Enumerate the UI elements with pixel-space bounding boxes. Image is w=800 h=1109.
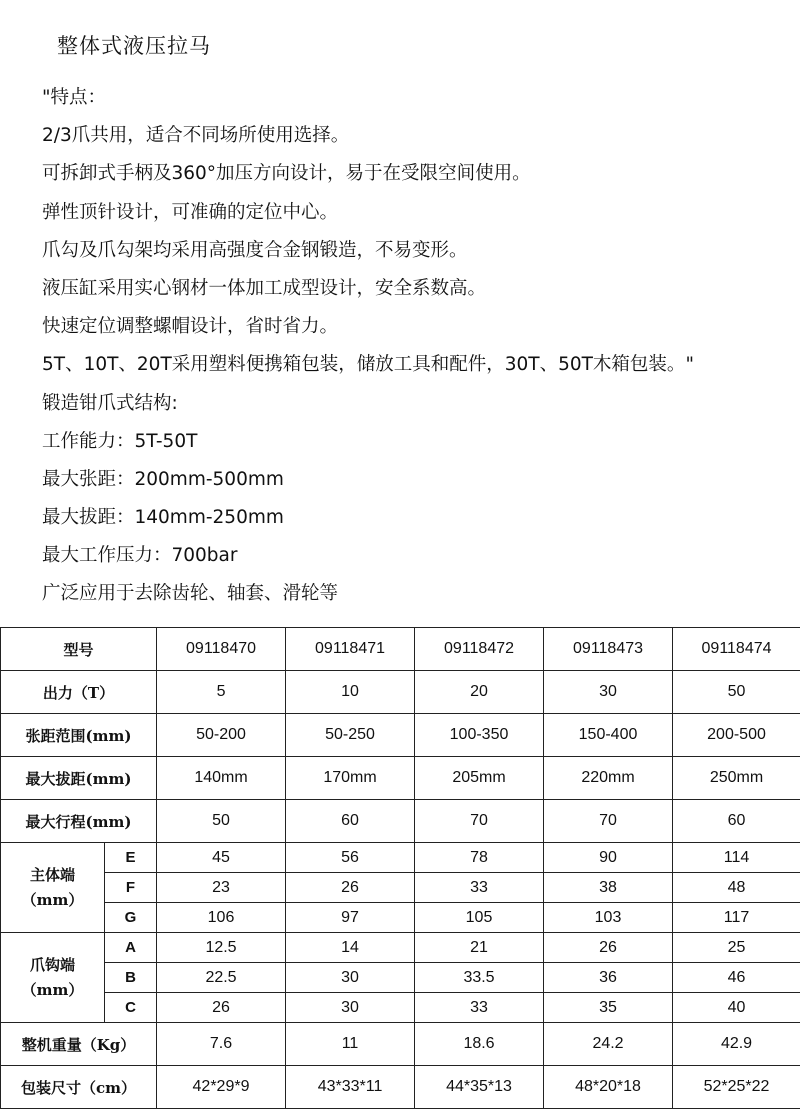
feature-line: "特点：: [42, 82, 792, 120]
table-cell: 30: [286, 993, 415, 1023]
table-cell: 117: [673, 903, 800, 933]
table-cell: 40: [673, 993, 800, 1023]
table-cell: 205mm: [415, 757, 544, 800]
feature-line: 最大拔距：140mm-250mm: [42, 502, 792, 540]
sub-label: C: [105, 993, 157, 1023]
table-cell: 33: [415, 993, 544, 1023]
table-cell: 60: [673, 800, 800, 843]
table-cell: 23: [157, 873, 286, 903]
table-cell: 12.5: [157, 933, 286, 963]
table-row: [1, 933, 800, 963]
table-cell: 105: [415, 903, 544, 933]
table-row: [1, 843, 800, 873]
table-row: [1, 1066, 800, 1109]
table-row: [1, 714, 800, 757]
group-label-body: [1, 843, 105, 933]
table-cell: 90: [544, 843, 673, 873]
table-cell: 45: [157, 843, 286, 873]
table-cell: 42*29*9: [157, 1066, 286, 1109]
feature-line: 2/3爪共用，适合不同场所使用选择。: [42, 120, 792, 158]
model-cell: 09118471: [286, 628, 415, 671]
table-cell: 50: [673, 671, 800, 714]
row-label: 包装尺寸（cm）: [1, 1066, 157, 1109]
group-label-line: 爪钩端: [1, 953, 104, 978]
table-cell: 140mm: [157, 757, 286, 800]
table-cell: 21: [415, 933, 544, 963]
feature-line: 锻造钳爪式结构:: [42, 388, 792, 426]
group-label-line: （mm）: [1, 978, 104, 1003]
table-cell: 170mm: [286, 757, 415, 800]
table-row: [1, 873, 800, 903]
table-cell: 103: [544, 903, 673, 933]
row-label: 最大拔距(mm): [1, 757, 157, 800]
sub-label: F: [105, 873, 157, 903]
feature-line: 工作能力：5T-50T: [42, 426, 792, 464]
table-cell: 22.5: [157, 963, 286, 993]
model-cell: 09118470: [157, 628, 286, 671]
feature-line: 弹性顶针设计，可准确的定位中心。: [42, 197, 792, 235]
table-cell: 30: [544, 671, 673, 714]
table-cell: 48: [673, 873, 800, 903]
spec-table: [0, 627, 800, 1109]
group-label-line: （mm）: [1, 888, 104, 913]
table-cell: 52*25*22: [673, 1066, 800, 1109]
table-row: [1, 757, 800, 800]
table-cell: 20: [415, 671, 544, 714]
table-row-models: [1, 628, 800, 671]
table-cell: 18.6: [415, 1023, 544, 1066]
row-label: 型号: [1, 628, 157, 671]
table-cell: 7.6: [157, 1023, 286, 1066]
table-cell: 70: [415, 800, 544, 843]
model-cell: 09118472: [415, 628, 544, 671]
table-cell: 25: [673, 933, 800, 963]
table-cell: 10: [286, 671, 415, 714]
table-cell: 24.2: [544, 1023, 673, 1066]
table-cell: 26: [544, 933, 673, 963]
table-cell: 35: [544, 993, 673, 1023]
table-cell: 150-400: [544, 714, 673, 757]
table-cell: 200-500: [673, 714, 800, 757]
table-cell: 11: [286, 1023, 415, 1066]
model-cell: 09118473: [544, 628, 673, 671]
table-cell: 46: [673, 963, 800, 993]
table-cell: 33: [415, 873, 544, 903]
table-cell: 44*35*13: [415, 1066, 544, 1109]
table-cell: 36: [544, 963, 673, 993]
table-cell: 48*20*18: [544, 1066, 673, 1109]
table-row: [1, 800, 800, 843]
table-cell: 43*33*11: [286, 1066, 415, 1109]
table-cell: 26: [157, 993, 286, 1023]
row-label: 张距范围(mm): [1, 714, 157, 757]
table-cell: 30: [286, 963, 415, 993]
sub-label: G: [105, 903, 157, 933]
sub-label: B: [105, 963, 157, 993]
table-cell: 220mm: [544, 757, 673, 800]
table-cell: 250mm: [673, 757, 800, 800]
feature-line: 5T、10T、20T采用塑料便携箱包装，储放工具和配件，30T、50T木箱包装。": [42, 349, 792, 387]
feature-line: 最大张距：200mm-500mm: [42, 464, 792, 502]
feature-line: 广泛应用于去除齿轮、轴套、滑轮等: [42, 578, 792, 616]
row-label: 最大行程(mm): [1, 800, 157, 843]
page-title: 整体式液压拉马: [57, 30, 211, 60]
table-cell: 100-350: [415, 714, 544, 757]
table-cell: 114: [673, 843, 800, 873]
table-cell: 56: [286, 843, 415, 873]
table-cell: 50: [157, 800, 286, 843]
table-cell: 50-250: [286, 714, 415, 757]
table-cell: 70: [544, 800, 673, 843]
table-row: [1, 903, 800, 933]
table-cell: 97: [286, 903, 415, 933]
sub-label: A: [105, 933, 157, 963]
table-cell: 42.9: [673, 1023, 800, 1066]
group-label-line: 主体端: [1, 863, 104, 888]
feature-line: 爪勾及爪勾架均采用高强度合金钢锻造，不易变形。: [42, 235, 792, 273]
table-row: [1, 993, 800, 1023]
table-cell: 14: [286, 933, 415, 963]
table-cell: 33.5: [415, 963, 544, 993]
table-cell: 50-200: [157, 714, 286, 757]
group-label-claw: [1, 933, 105, 1023]
table-cell: 106: [157, 903, 286, 933]
feature-line: 快速定位调整螺帽设计，省时省力。: [42, 311, 792, 349]
model-cell: 09118474: [673, 628, 800, 671]
feature-line: 最大工作压力：700bar: [42, 540, 792, 578]
table-row: [1, 963, 800, 993]
table-cell: 26: [286, 873, 415, 903]
feature-list: [42, 82, 792, 617]
table-cell: 60: [286, 800, 415, 843]
feature-line: 可拆卸式手柄及360°加压方向设计，易于在受限空间使用。: [42, 158, 792, 196]
row-label: 整机重量（Kg）: [1, 1023, 157, 1066]
table-cell: 5: [157, 671, 286, 714]
table-cell: 38: [544, 873, 673, 903]
table-row: [1, 1023, 800, 1066]
row-label: 出力（T）: [1, 671, 157, 714]
table-row: [1, 671, 800, 714]
sub-label: E: [105, 843, 157, 873]
feature-line: 液压缸采用实心钢材一体加工成型设计，安全系数高。: [42, 273, 792, 311]
table-cell: 78: [415, 843, 544, 873]
